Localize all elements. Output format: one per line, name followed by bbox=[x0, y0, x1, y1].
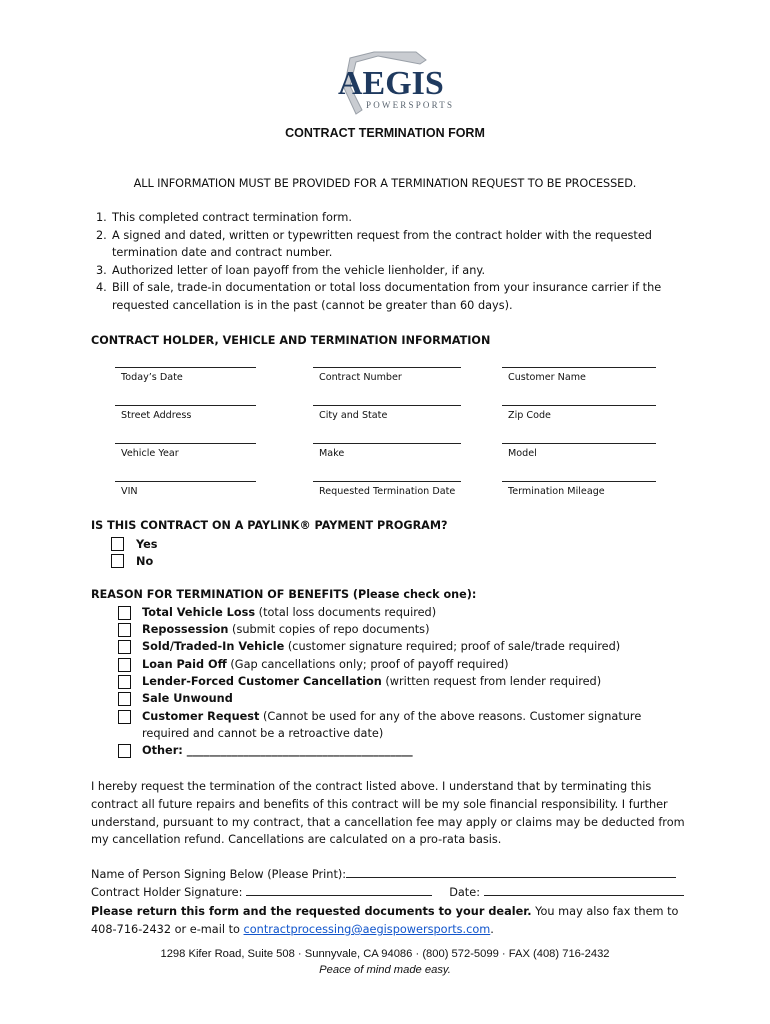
model-field[interactable]: Model bbox=[502, 443, 656, 459]
info-section-heading: CONTRACT HOLDER, VEHICLE AND TERMINATION INFORMATION bbox=[91, 334, 491, 347]
paylink-no-label: No bbox=[136, 555, 154, 568]
requirement-item: 4. Bill of sale, trade-in documentation or total loss documentation from your insurance carrier if the requested cancellation is in the past (cannot be greater than 60 days). bbox=[96, 281, 662, 312]
reason-heading: REASON FOR TERMINATION OF BENEFITS (Please check one): bbox=[91, 588, 477, 601]
reason-lender-forced-label: Lender-Forced Customer Cancellation (written request from lender required) bbox=[142, 675, 602, 688]
street-address-field[interactable]: Street Address bbox=[115, 405, 256, 421]
footer-tagline: Peace of mind made easy. bbox=[319, 964, 451, 976]
processing-notice: ALL INFORMATION MUST BE PROVIDED FOR A TERMINATION REQUEST TO BE PROCESSED. bbox=[133, 177, 637, 190]
requirements-list bbox=[96, 209, 686, 314]
customer-name-field[interactable]: Customer Name bbox=[502, 367, 656, 383]
reason-lender-forced-checkbox[interactable] bbox=[118, 675, 131, 689]
termination-mileage-field[interactable]: Termination Mileage bbox=[502, 481, 656, 497]
reason-sold-traded-label: Sold/Traded-In Vehicle (customer signature required; proof of sale/trade required) bbox=[142, 640, 621, 653]
reason-loan-paid-label: Loan Paid Off (Gap cancellations only; proof of payoff required) bbox=[142, 658, 509, 671]
reason-total-loss-label: Total Vehicle Loss (total loss documents required) bbox=[142, 606, 437, 619]
acknowledgement-statement: I hereby request the termination of the contract listed above. I understand that by terminating this contract all future repairs and benefits of this contract will be my sole financial responsibility. I further understand, pursuant to my contract, that a cancellation fee may apply or claims may be deducted from my cancellation refund. Cancellations are calculated on a pro-rata basis. bbox=[91, 780, 685, 847]
todays-date-field[interactable]: Today’s Date bbox=[115, 367, 256, 383]
footer-address: 1298 Kifer Road, Suite 508 · Sunnyvale, CA 94086 · (800) 572-5099 · FAX (408) 716-2432 bbox=[160, 948, 610, 960]
city-state-field[interactable]: City and State bbox=[313, 405, 461, 421]
reason-repossession-label: Repossession (submit copies of repo documents) bbox=[142, 623, 430, 636]
zip-code-field[interactable]: Zip Code bbox=[502, 405, 656, 421]
print-name-line[interactable] bbox=[346, 866, 676, 878]
signature-line[interactable] bbox=[246, 884, 432, 896]
reason-customer-request-label: Customer Request (Cannot be used for any of the above reasons. Customer signature required and cannot be a retroactive date) bbox=[142, 710, 642, 741]
print-name-row bbox=[91, 866, 676, 881]
reason-sale-unwound-label: Sale Unwound bbox=[142, 692, 233, 705]
contract-number-field[interactable]: Contract Number bbox=[313, 367, 461, 383]
reason-repossession-checkbox[interactable] bbox=[118, 623, 131, 637]
reason-total-loss-checkbox[interactable] bbox=[118, 606, 131, 620]
signature-label: Contract Holder Signature: bbox=[91, 886, 243, 899]
make-field[interactable]: Make bbox=[313, 443, 461, 459]
paylink-no-checkbox[interactable] bbox=[111, 554, 124, 568]
vehicle-year-field[interactable]: Vehicle Year bbox=[115, 443, 256, 459]
contract-processing-email-link[interactable]: contractprocessing@aegispowersports.com bbox=[243, 923, 491, 936]
reason-customer-request-checkbox[interactable] bbox=[118, 710, 131, 724]
reason-sold-traded-checkbox[interactable] bbox=[118, 640, 131, 654]
return-instructions: Please return this form and the requested documents to your dealer. You may also fax them to 408-716-2432 or e-mail to contractprocessing@aegispowersports.com. bbox=[91, 905, 679, 936]
requirement-item: 3. Authorized letter of loan payoff from the vehicle lienholder, if any. bbox=[96, 263, 486, 277]
requested-termination-date-field[interactable]: Requested Termination Date bbox=[313, 481, 461, 497]
reason-loan-paid-checkbox[interactable] bbox=[118, 658, 131, 672]
reason-sale-unwound-checkbox[interactable] bbox=[118, 692, 131, 706]
print-name-label: Name of Person Signing Below (Please Print): bbox=[91, 868, 347, 881]
aegis-logo bbox=[316, 50, 456, 122]
paylink-question: IS THIS CONTRACT ON A PAYLINK® PAYMENT PROGRAM? bbox=[91, 519, 448, 532]
signature-date-line[interactable] bbox=[484, 884, 684, 896]
vin-field[interactable]: VIN bbox=[115, 481, 256, 497]
requirement-item: 1. This completed contract termination form. bbox=[96, 211, 352, 224]
reason-other-label[interactable]: Other: ________________________________________ bbox=[142, 744, 413, 757]
logo-sub-text: POWERSPORTS bbox=[366, 100, 455, 110]
reason-other-checkbox[interactable] bbox=[118, 744, 131, 758]
form-title: CONTRACT TERMINATION FORM bbox=[285, 126, 485, 140]
requirement-item: 2. A signed and dated, written or typewritten request from the contract holder with the requested termination date and contract number. bbox=[96, 228, 652, 259]
paylink-yes-label: Yes bbox=[136, 538, 158, 551]
date-label: Date: bbox=[449, 886, 480, 899]
logo-brand-text: AEGIS bbox=[338, 65, 444, 102]
paylink-yes-checkbox[interactable] bbox=[111, 537, 124, 551]
signature-row bbox=[91, 884, 684, 899]
